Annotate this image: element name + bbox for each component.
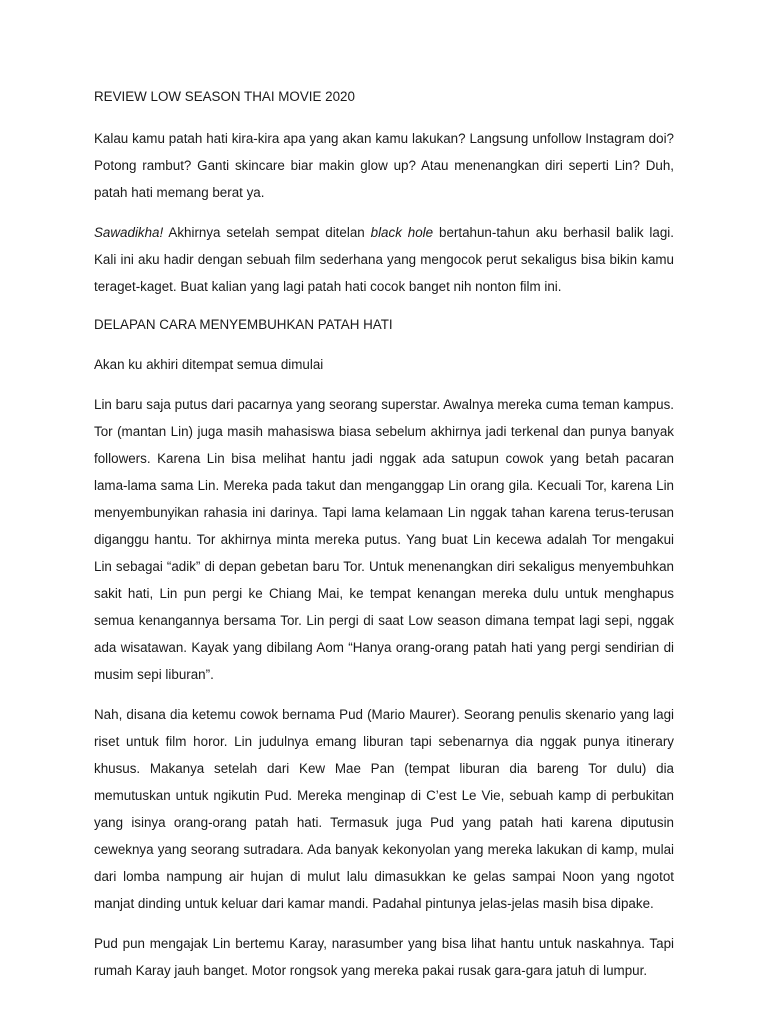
section-heading: DELAPAN CARA MENYEMBUHKAN PATAH HATI bbox=[94, 317, 393, 332]
subheading: Akan ku akhiri ditempat semua dimulai bbox=[94, 357, 324, 372]
story-paragraph-1: Lin baru saja putus dari pacarnya yang seorang superstar. Awalnya mereka cuma teman kampus. Tor (mantan Lin) juga masih mahasiswa biasa sebelum akhirnya jadi terkenal dan punya banyak followers. Karena Lin bisa melihat hantu jadi nggak ada satupun cowok yang betah pacaran lama-lama sama Lin. Mereka pada takut dan menganggap Lin orang gila. Kecuali Tor, karena Lin menyembunyikan rahasia ini darinya. Tapi lama kelamaan Lin nggak tahan karena terus-terusan diganggu hantu. Tor akhirnya minta mereka putus. Yang buat Lin kecewa adalah Tor mengakui Lin sebagai “adik” di depan gebetan baru Tor. Untuk menenangkan diri sekaligus menyembuhkan sakit hati, Lin pun pergi ke Chiang Mai, ke tempat kenangan mereka dulu untuk menghapus semua kenangannya bersama Tor. Lin pergi di saat Low season dimana tempat lagi sepi, nggak ada wisatawan. Kayak yang dibilang Aom “Hanya orang-orang patah hati yang pergi sendirian di musim sepi liburan”. bbox=[94, 397, 674, 682]
intro-paragraph: Kalau kamu patah hati kira-kira apa yang akan kamu lakukan? Langsung unfollow Instagram doi? Potong rambut? Ganti skincare biar makin glow up? Atau menenangkan diri seperti Lin? Duh, patah hati memang berat ya. bbox=[94, 131, 674, 200]
black-hole-italic: black hole bbox=[370, 225, 434, 240]
greeting-text-2: bertahun-tahun aku berhasil balik lagi. Kali ini aku hadir dengan sebuah film sederhana yang mengocok perut sekaligus bisa bikin kamu teraget-kaget. Buat kalian yang lagi patah hati cocok banget nih nonton film ini. bbox=[94, 225, 674, 294]
document-title: REVIEW LOW SEASON THAI MOVIE 2020 bbox=[94, 89, 355, 104]
greeting-italic: Sawadikha! bbox=[94, 225, 164, 240]
greeting-paragraph bbox=[94, 219, 674, 300]
story-paragraph-2: Nah, disana dia ketemu cowok bernama Pud (Mario Maurer). Seorang penulis skenario yang lagi riset untuk film horor. Lin judulnya emang liburan tapi sebenarnya dia nggak punya itinerary khusus. Makanya setelah dari Kew Mae Pan (tempat liburan dia bareng Tor dulu) dia memutuskan untuk ngikutin Pud. Mereka menginap di C’est Le Vie, sebuah kamp di perbukitan yang isinya orang-orang patah hati. Termasuk juga Pud yang patah hati karena diputusin ceweknya yang seorang sutradara. Ada banyak kekonyolan yang mereka lakukan di kamp, mulai dari lomba nampung air hujan di mulut lalu dimasukkan ke gelas sampai Noon yang ngotot manjat dinding untuk keluar dari kamar mandi. Padahal pintunya jelas-jelas masih bisa dipake. bbox=[94, 707, 674, 911]
greeting-text-1: Akhirnya setelah sempat ditelan bbox=[163, 225, 371, 240]
story-paragraph-3: Pud pun mengajak Lin bertemu Karay, narasumber yang bisa lihat hantu untuk naskahnya. Tapi rumah Karay jauh banget. Motor rongsok yang mereka pakai rusak gara-gara jatuh di lumpur. bbox=[94, 936, 674, 978]
